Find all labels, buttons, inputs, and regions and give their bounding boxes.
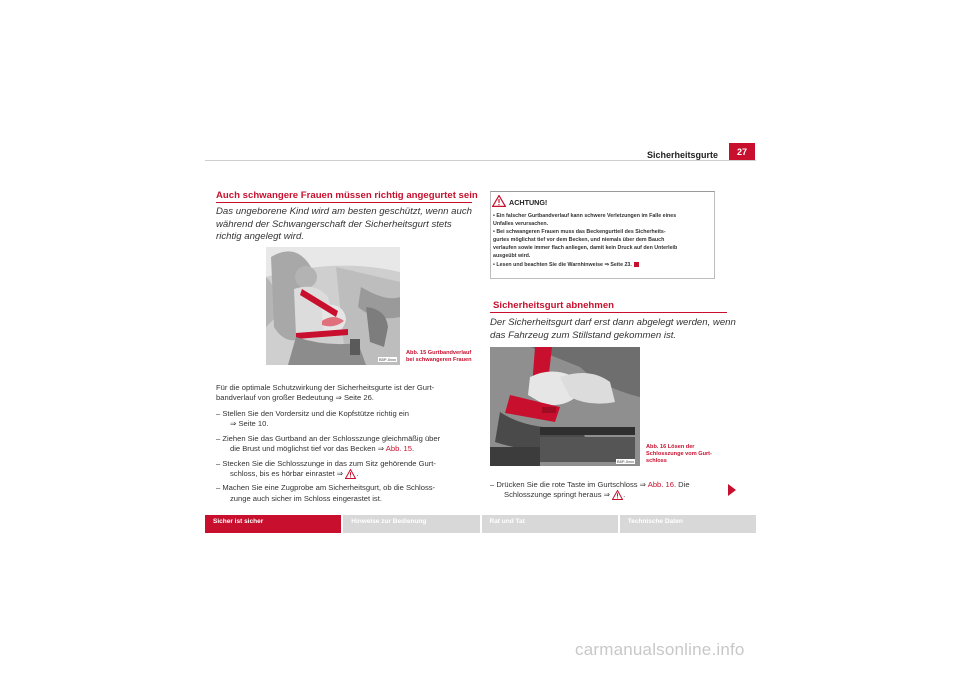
intro-line: Das ungeborene Kind wird am besten geschützt, wenn auch — [216, 206, 472, 217]
step-text: . — [411, 444, 415, 454]
warning-bullet: • Ein falscher Gurtbandverlauf kann schwere Verletzungen im Falle eines — [493, 213, 677, 219]
section-heading-remove-belt: Sicherheitsgurt abnehmen — [493, 300, 615, 311]
step-line: zunge auch sicher im Schloss eingerastet ist. — [230, 493, 382, 503]
figure-caption-15 — [406, 350, 472, 364]
step-line — [490, 480, 730, 490]
figure-caption-16 — [646, 444, 712, 465]
caption-line: Abb. 15 Gurtbandverlauf — [406, 350, 472, 356]
end-marker — [634, 262, 639, 267]
intro-line: das Fahrzeug zum Stillstand gekommen ist. — [490, 329, 677, 341]
intro-text — [216, 206, 476, 244]
step-line: – Stellen Sie den Vordersitz und die Kopfstütze richtig ein — [216, 409, 409, 418]
step-list — [490, 480, 730, 501]
intro-text — [490, 317, 740, 342]
next-page-arrow-icon[interactable] — [728, 484, 736, 496]
figure-belt-buckle-release — [490, 347, 640, 466]
step-text: Schlosszunge springt heraus ⇒ — [504, 490, 610, 500]
figure-pregnant-seatbelt — [266, 247, 400, 365]
section-heading-pregnant: Auch schwangere Frauen müssen richtig angegurtet sein — [216, 190, 478, 201]
step-line — [216, 469, 491, 479]
warning-triangle-icon[interactable] — [345, 469, 359, 479]
figure-illustration — [266, 247, 400, 365]
warning-title: ACHTUNG! — [509, 198, 548, 207]
section-title: Sicherheitsgurte — [646, 150, 718, 160]
step-text: . — [623, 490, 626, 500]
step-item — [216, 434, 491, 455]
step-list — [216, 409, 491, 504]
warning-bullet: • Bei schwangeren Frauen muss das Beckengurtteil des Sicherheits- — [493, 229, 666, 236]
step-line — [216, 444, 491, 454]
footer-tab-sicher-ist-sicher[interactable]: Sicher ist sicher — [205, 515, 341, 533]
intro-line: richtig angelegt wird. — [216, 231, 304, 242]
step-line: ⇒ Seite 10. — [230, 419, 269, 429]
figure-link[interactable]: Abb. 15 — [385, 444, 412, 454]
step-text: schloss, bis es hörbar einrastet ⇒ — [230, 469, 344, 479]
figure-illustration — [490, 347, 640, 466]
warning-line: Ein falscher Gurtbandverlauf kann schwere Verletzungen im Falle eines — [496, 213, 677, 219]
warning-bullet: • Lesen und beachten Sie die Warnhinweise ⇒ Seite 23. — [493, 261, 713, 269]
step-item — [216, 483, 491, 504]
paragraph-line: Für die optimale Schutzwirkung der Sicherheitsgurte ist der Gurt- — [216, 383, 435, 392]
warning-triangle-icon[interactable] — [612, 490, 626, 500]
warning-line: ausgeübt wird. — [493, 253, 531, 260]
footer-tab-rat-und-tat[interactable]: Rat und Tat — [482, 515, 618, 533]
step-text: . Die — [673, 480, 690, 489]
step-text: – Drücken Sie die rote Taste im Gurtschloss ⇒ — [490, 480, 647, 489]
paragraph-line: bandverlauf von großer Bedeutung ⇒ Seite 26. — [216, 393, 374, 403]
warning-line: Bei schwangeren Frauen muss das Beckengurtteil des Sicherheits- — [496, 229, 666, 236]
step-item — [216, 459, 491, 480]
body-paragraph — [216, 383, 486, 404]
caption-line: schloss — [646, 458, 667, 464]
warning-line: gurtes möglichst tief vor dem Becken, und niemals über dem Bauch — [493, 237, 665, 244]
header-rule — [205, 160, 756, 161]
heading-rule — [216, 202, 472, 203]
heading-rule — [490, 312, 727, 313]
step-line — [490, 490, 730, 500]
figure-link[interactable]: Abb. 16 — [647, 480, 674, 489]
footer-tab-technische-daten[interactable]: Technische Daten — [620, 515, 756, 533]
step-text: . — [356, 469, 359, 479]
step-line: – Stecken Sie die Schlosszunge in das zum Sitz gehörende Gurt- — [216, 458, 436, 468]
caption-line: Schlosszunge vom Gurt- — [646, 451, 712, 457]
intro-line: während der Schwangerschaft der Sicherheitsgurt stets — [216, 218, 452, 230]
step-item — [216, 409, 491, 430]
warning-line: Unfalles verursachen. — [493, 221, 549, 228]
image-code: B5P-0xxx — [379, 357, 397, 362]
intro-line: Der Sicherheitsgurt darf erst dann abgelegt werden, wenn — [490, 317, 736, 328]
step-text: die Brust und möglichst tief vor das Becken ⇒ — [230, 444, 385, 454]
footer-nav — [205, 515, 756, 533]
warning-line: verlaufen sowie immer flach anliegen, damit kein Druck auf den Unterleib — [493, 245, 678, 252]
warning-triangle-icon — [492, 195, 506, 207]
caption-line: Abb. 16 Lösen der — [646, 444, 695, 450]
image-code: B5P-0xxx — [617, 459, 635, 464]
warning-text — [493, 212, 713, 269]
step-line: – Ziehen Sie das Gurtband an der Schlosszunge gleichmäßig über — [216, 433, 441, 443]
watermark: carmanualsonline.info — [575, 640, 745, 659]
step-line: – Machen Sie eine Zugprobe am Sicherheitsgurt, ob die Schloss- — [216, 483, 436, 493]
warning-line: Lesen und beachten Sie die Warnhinweise ⇒ Seite 23. — [496, 261, 632, 268]
footer-tab-hinweise-zur-bedienung[interactable]: Hinweise zur Bedienung — [343, 515, 479, 533]
caption-line: bei schwangeren Frauen — [406, 357, 472, 363]
page-number: 27 — [729, 143, 755, 161]
